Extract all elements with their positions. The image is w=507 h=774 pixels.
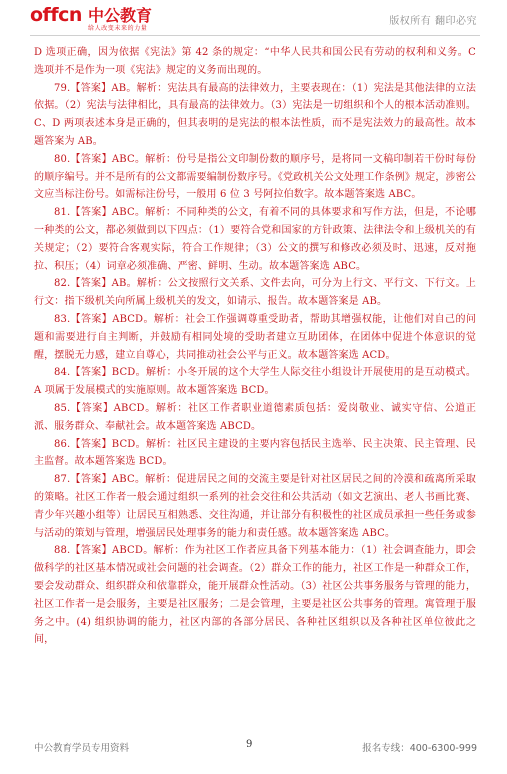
answer-81: 81.【答案】ABC。解析：不同种类的公文，有着不同的具体要求和写作方法，但是，不论哪一种类的公文，都必须做到以下四点：（1）要符合党和国家的方针政策、法律法令和上级机关的有关规定；（2）要符合客观实际，符合工作规律；（3）公文的撰写和修改必须及时、迅速，反对拖拉、积压；（4）词章必须准确、严密、鲜明、生动。故本题答案选 ABC。 (34, 207, 476, 272)
answer-85: 85.【答案】ABCD。解析：社区工作者职业道德素质包括：爱岗敬业、诚实守信、公道正派、服务群众、奉献社会。故本题答案选 ABCD。 (34, 402, 476, 432)
answer-84: 84.【答案】BCD。解析：小冬开展的这个大学生人际交往小组设计开展使用的是互动模式。A 项属于发展模式的实施原则。故本题答案选 BCD。 (34, 367, 476, 397)
answer-87: 87.【答案】ABC。解析：促进居民之间的交流主要是针对社区居民之间的冷漠和疏离所采取的策略。社区工作者一般会通过组织一系列的社会交往和公共活动（如文艺演出、老人书画比赛、青少年兴趣小组等）让居民互相熟悉、交往沟通，并让部分有积极性的社区成员承担一些任务或参与活动的策划与管理，增强居民处理事务的能力和责任感。故本题答案选 ABC。 (34, 474, 476, 539)
header-divider (30, 35, 480, 36)
logo-brand-name: 中公教育 (88, 6, 153, 25)
page-footer (0, 736, 507, 758)
offcn-logo (30, 4, 200, 34)
logo-wordmark: offcn (30, 4, 82, 26)
answer-82: 82.【答案】AB。解析：公文按照行文关系、文件去向，可分为上行文、平行文、下行文。上行文：指下级机关向所属上级机关的发文，如请示、报告。故本题答案是 AB。 (34, 278, 476, 308)
footer-label: 中公教育学员专用资料 (34, 743, 130, 754)
answer-88: 88.【答案】ABCD。解析：作为社区工作者应具备下列基本能力：（1）社会调查能力，即会做科学的社区基本情况或社会问题的社会调查。（2）群众工作的能力，社区工作是一种群众工作，要会发动群众、组织群众和依靠群众，能开展群众性活动。（3）社区公共事务服务与管理的能力，社区工作者一是会服务，主要是社区服务；二是会管理，主要是社区公共事务的管理。寓管理于服务之中。(4) 组织协调的能力，社区内部的各部分居民、各种社区组织以及各种社区单位彼此之间， (34, 545, 476, 646)
answer-79: 79.【答案】AB。解析：宪法具有最高的法律效力，主要表现在：（1）宪法是其他法律的立法依据。（2）宪法与法律相比，具有最高的法律效力。（3）宪法是一切组织和个人的根本活动准则。C、D 两项表述本身是正确的，但其表明的是宪法的根本法性质，而不是宪法效力的最高性。故本题答案为 AB。 (34, 82, 476, 147)
page-header (0, 0, 507, 36)
page-number: 9 (246, 739, 253, 750)
copyright-notice: 版权所有 翻印必究 (389, 16, 477, 27)
answer-explanations (34, 44, 476, 649)
paragraph: D 选项正确，因为依据《宪法》第 42 条的规定：“中华人民共和国公民有劳动的权利和义务。C 选项并不是作为一项《宪法》规定的义务而出现的。 (34, 47, 476, 76)
signup-hotline: 报名专线：400-6300-999 (362, 743, 477, 754)
logo-slogan: 给人改变未来的力量 (88, 25, 148, 32)
answer-86: 86.【答案】BCD。解析：社区民主建设的主要内容包括民主选举、民主决策、民主管理、民主监督。故本题答案选 BCD。 (34, 438, 476, 468)
answer-83: 83.【答案】ABCD。解析：社会工作强调尊重受助者，帮助其增强权能，让他们对自己的问题和需要进行自主判断，并鼓励有相同处境的受助者建立互助团体，在团体中促进个体意识的觉醒，摆脱无力感，建立自尊心，共同推动社会公平与正义。故本题答案选 ACD。 (34, 313, 476, 361)
answer-80: 80.【答案】ABC。解析：份号是指公文印制份数的顺序号，是将同一文稿印制若干份时每份的顺序编号。并不是所有的公文都需要编制份数序号。《党政机关公文处理工作条例》规定，涉密公文应当标注份号。如需标注份号，一般用 6 位 3 号阿拉伯数字。故本题答案选 ABC。 (34, 153, 476, 201)
